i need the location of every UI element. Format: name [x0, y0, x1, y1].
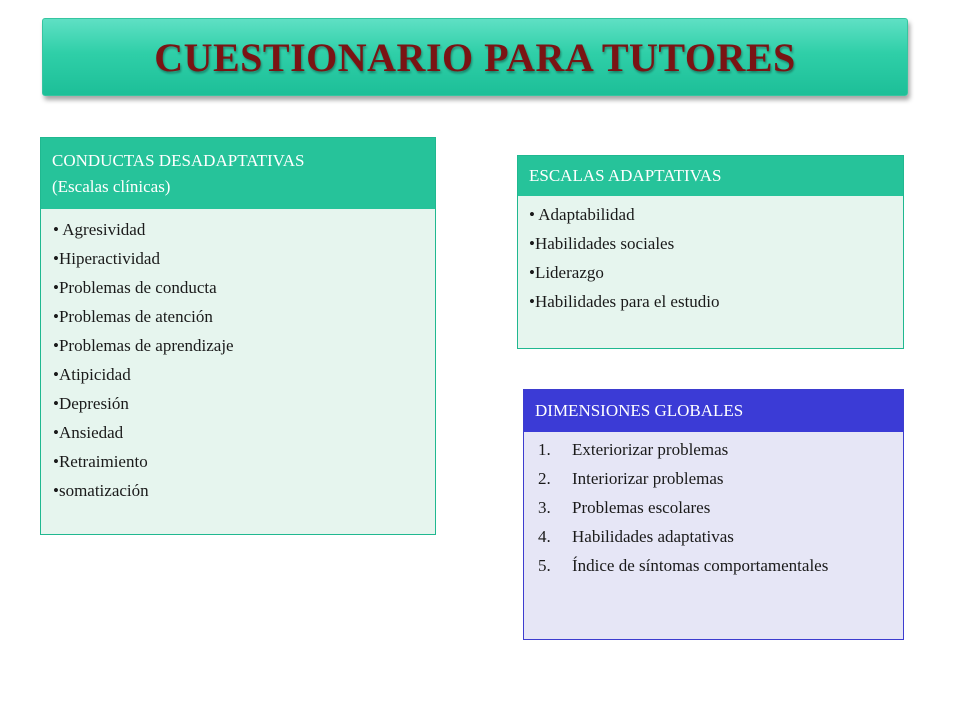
bullet-icon: •	[53, 481, 59, 500]
conductas-header-line2: (Escalas clínicas)	[52, 176, 171, 196]
list-item-text: Hiperactividad	[58, 249, 160, 268]
list-item	[53, 360, 427, 389]
list-item-number: 2.	[538, 469, 551, 488]
escalas-adaptativas-box	[517, 155, 904, 349]
bullet-icon: •	[53, 365, 59, 384]
bullet-icon: •	[529, 263, 535, 282]
bullet-icon: •	[53, 307, 59, 326]
title-banner	[42, 18, 908, 96]
list-item-text: Retraimiento	[58, 452, 148, 471]
list-item	[529, 258, 895, 287]
list-item-text: Atipicidad	[58, 365, 131, 384]
list-item-text: Liderazgo	[534, 263, 604, 282]
bullet-icon: •	[53, 278, 59, 297]
bullet-icon: •	[529, 234, 535, 253]
list-item	[53, 476, 427, 505]
list-item-text: Ansiedad	[58, 423, 124, 442]
dimensiones-body	[524, 432, 903, 580]
bullet-icon: •	[53, 220, 59, 239]
list-item-text: Habilidades sociales	[534, 234, 675, 253]
dimensiones-header: DIMENSIONES GLOBALES	[524, 390, 903, 432]
conductas-header	[41, 138, 435, 209]
list-item	[53, 447, 427, 476]
list-item	[53, 273, 427, 302]
list-item-text: Interiorizar problemas	[572, 469, 724, 488]
list-item	[538, 464, 895, 493]
list-item-number: 5.	[538, 556, 551, 575]
list-item	[529, 287, 895, 316]
escalas-list	[529, 200, 895, 316]
conductas-header-line1: CONDUCTAS DESADAPTATIVAS	[52, 150, 305, 170]
dimensiones-globales-box	[523, 389, 904, 640]
list-item	[53, 389, 427, 418]
bullet-icon: •	[529, 205, 535, 224]
bullet-icon: •	[53, 452, 59, 471]
dimensiones-list	[538, 435, 895, 580]
list-item	[53, 331, 427, 360]
list-item-number: 3.	[538, 498, 551, 517]
page-title: CUESTIONARIO PARA TUTORES	[154, 34, 796, 80]
list-item	[53, 244, 427, 273]
bullet-icon: •	[529, 292, 535, 311]
bullet-icon: •	[53, 336, 59, 355]
list-item-text: Depresión	[58, 394, 129, 413]
list-item-text: Agresividad	[58, 220, 146, 239]
conductas-list	[53, 215, 427, 505]
escalas-header: ESCALAS ADAPTATIVAS	[518, 156, 903, 196]
bullet-icon: •	[53, 249, 59, 268]
list-item-text: Problemas de conducta	[58, 278, 217, 297]
list-item	[53, 302, 427, 331]
list-item-text: somatización	[58, 481, 149, 500]
list-item	[529, 229, 895, 258]
list-item	[538, 551, 895, 580]
list-item-text: Habilidades para el estudio	[534, 292, 720, 311]
list-item-text: Índice de síntomas comportamentales	[572, 556, 829, 575]
list-item-number: 1.	[538, 440, 551, 459]
list-item-text: Problemas de aprendizaje	[58, 336, 234, 355]
list-item-text: Habilidades adaptativas	[572, 527, 734, 546]
list-item	[538, 493, 895, 522]
conductas-desadaptativas-box	[40, 137, 436, 535]
list-item-text: Exteriorizar problemas	[572, 440, 729, 459]
list-item-text: Adaptabilidad	[534, 205, 635, 224]
escalas-body	[518, 196, 903, 316]
list-item-text: Problemas de atención	[58, 307, 213, 326]
list-item	[538, 522, 895, 551]
bullet-icon: •	[53, 394, 59, 413]
list-item-number: 4.	[538, 527, 551, 546]
list-item	[538, 435, 895, 464]
list-item-text: Problemas escolares	[572, 498, 711, 517]
conductas-body	[41, 209, 435, 505]
bullet-icon: •	[53, 423, 59, 442]
list-item	[529, 200, 895, 229]
list-item	[53, 418, 427, 447]
list-item	[53, 215, 427, 244]
